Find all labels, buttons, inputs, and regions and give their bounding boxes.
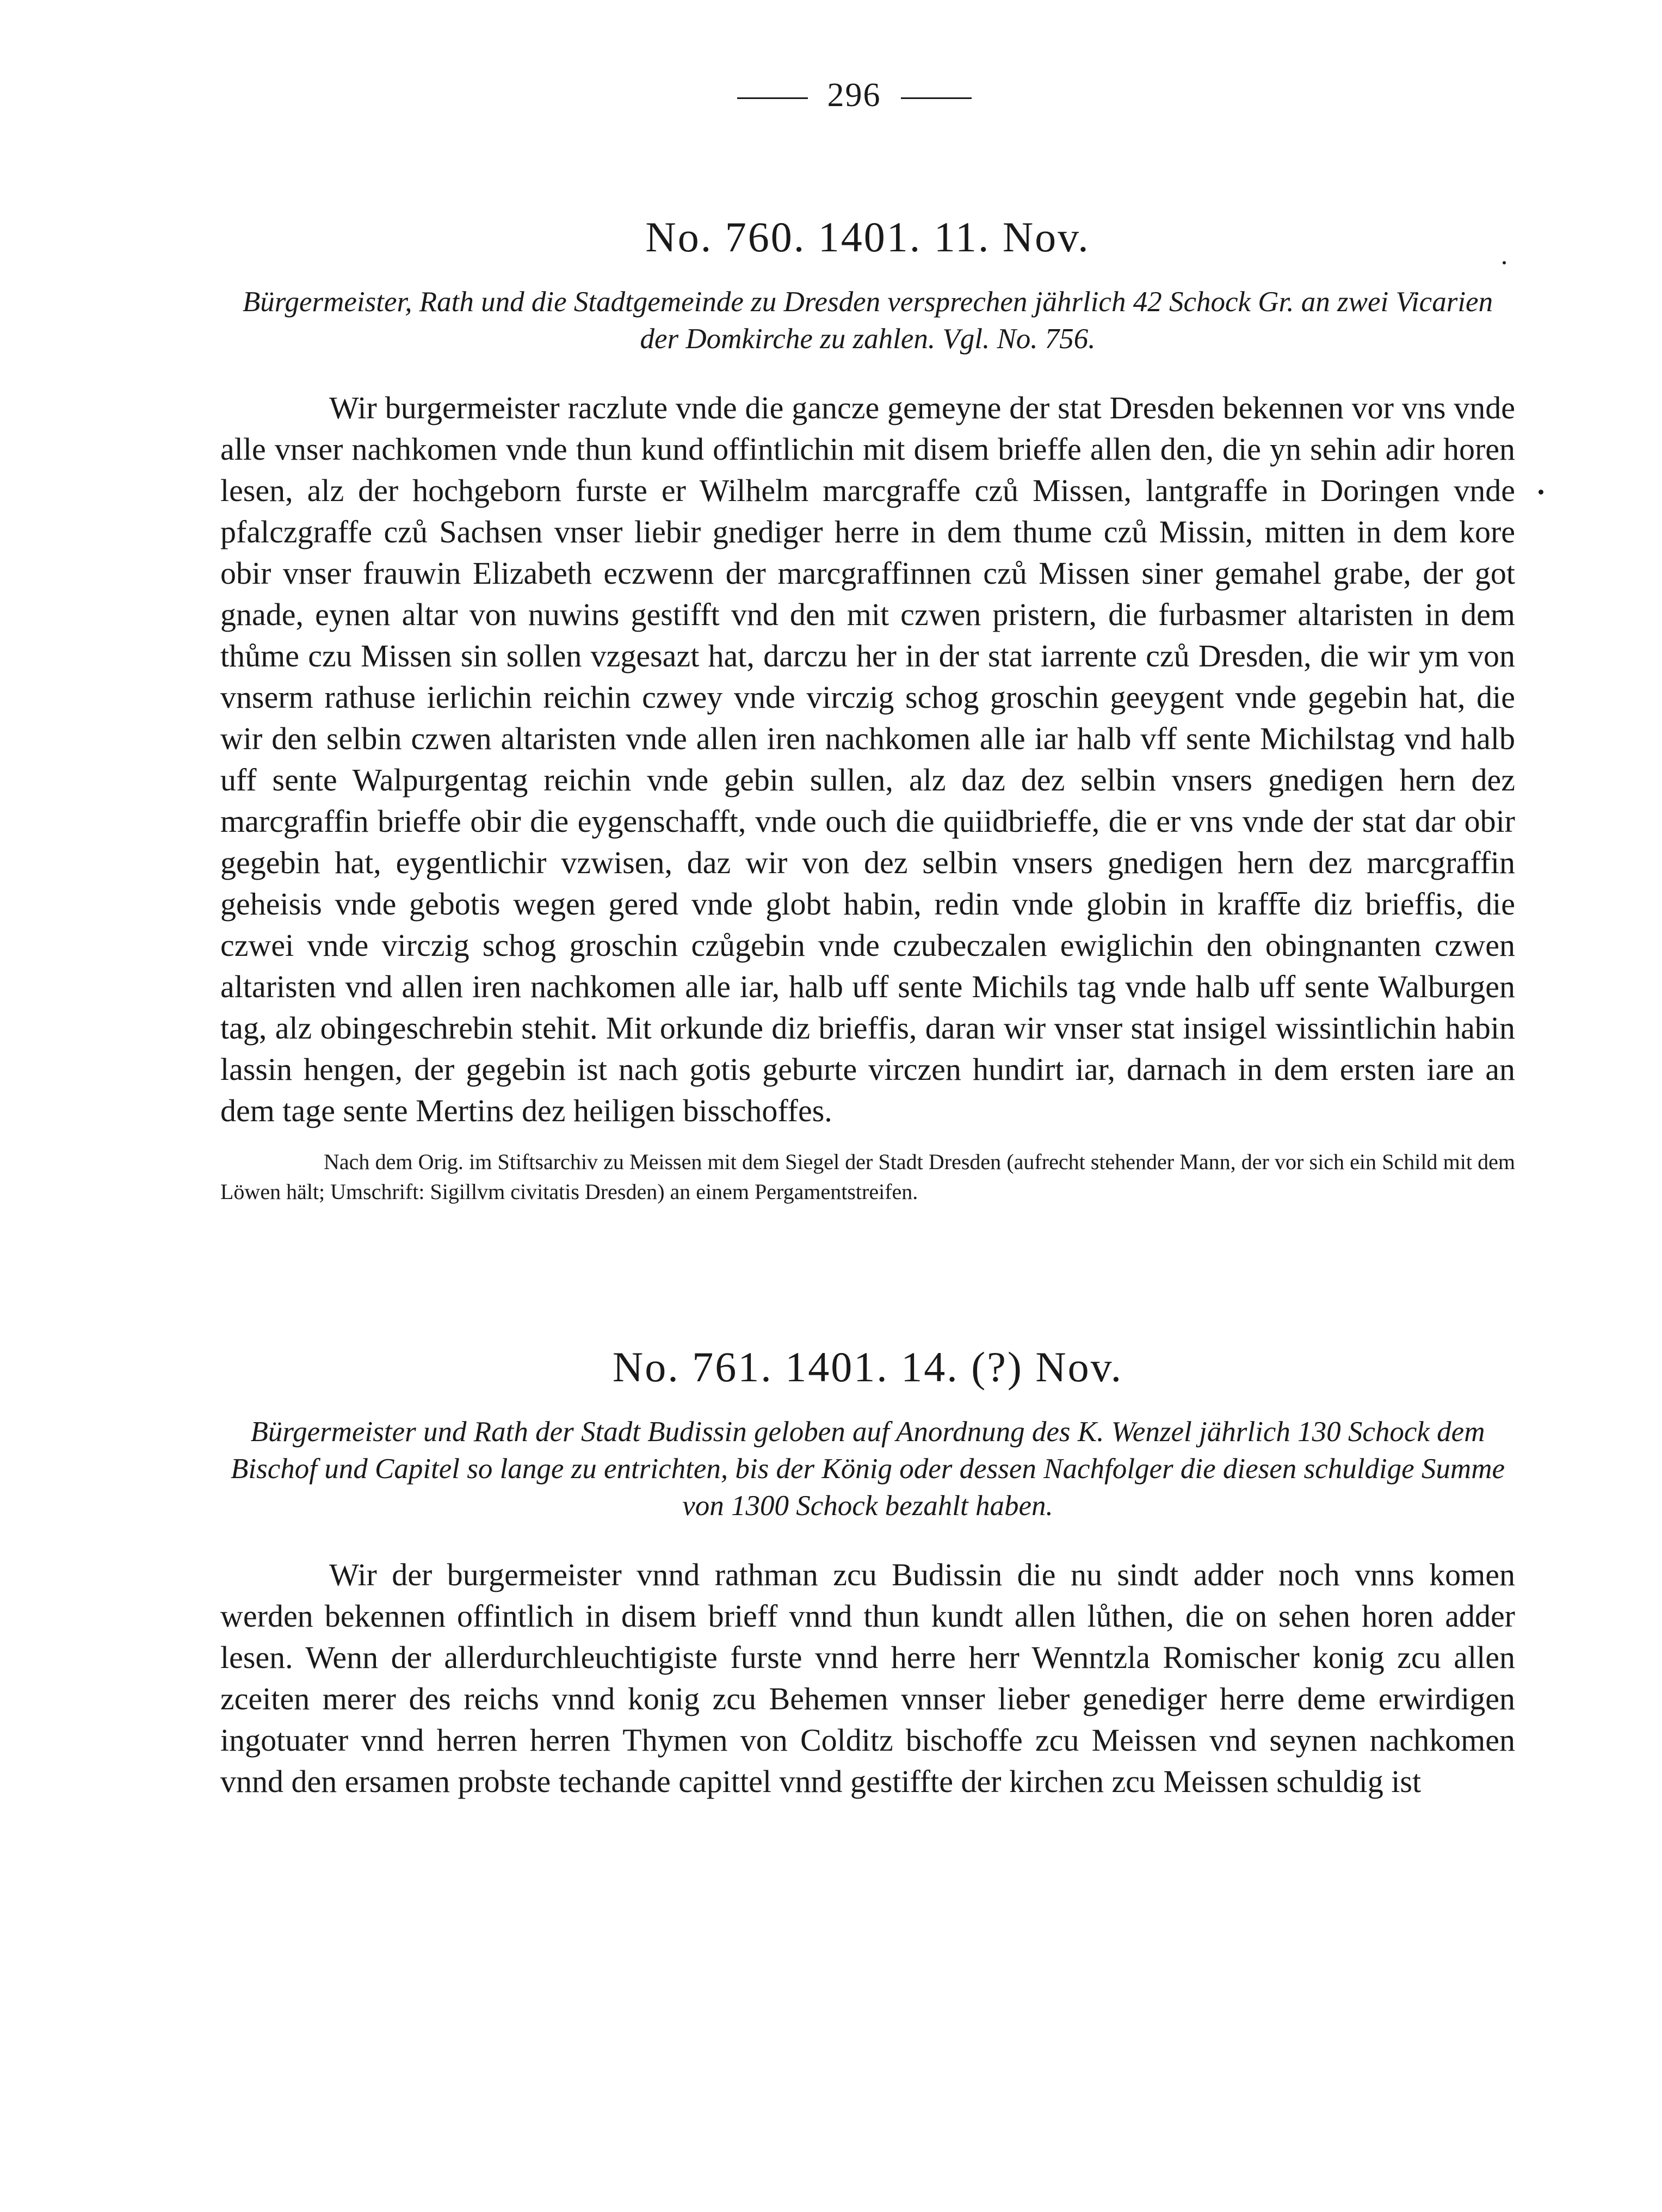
page-number-left-rule: [737, 97, 808, 99]
document-body: Wir der burgermeister vnnd rathman zcu Budissin die nu sindt adder noch vnns komen werden bekennen offintlich in disem brieff vnnd thun kundt allen lůthen, die on sehen horen adder lesen. Wenn der allerdurchleuchtigiste furste vnnd herre herr Wenntzla Romischer konig zcu allen zceiten merer des reichs vnnd konig zcu Behemen vnnser lieber genediger herre deme erwirdigen ingotuater vnnd herren herren Thymen von Colditz bischoffe zcu Meissen vnd seynen nachkomen vnnd den ersamen probste techande capittel vnnd gestiffte der kirchen zcu Meissen schuldig ist: [220, 1557, 1515, 1799]
document-heading: No. 761. 1401. 14. (?) Nov.: [612, 1343, 1123, 1391]
page-number: 296: [827, 77, 881, 114]
document-summary: Bürgermeister, Rath und die Stadtgemeinde zu Dresden versprechen jährlich 42 Schock Gr. an zwei Vicarien der Domkirche zu zahlen. Vgl. No. 756.: [242, 286, 1493, 355]
print-speck: [1539, 490, 1543, 495]
page-number-right-rule: [901, 97, 972, 99]
document-entry-761: [220, 1343, 1515, 1802]
print-speck: [1503, 261, 1506, 264]
document-entry-760: [220, 213, 1515, 1207]
page-number-line: [193, 76, 1515, 115]
document-summary: Bürgermeister und Rath der Stadt Budissin geloben auf Anordnung des K. Wenzel jährlich 130 Schock dem Bischof und Capitel so lange zu entrichten, bis der König oder dessen Nachfolger die diesen schuldige Summe von 1300 Schock bezahlt haben.: [231, 1416, 1505, 1522]
document-body: Wir burgermeister raczlute vnde die gancze gemeyne der stat Dresden bekennen vor vns vnde alle vnser nachkomen vnde thun kund offintlichin mit disem brieffe allen den, die yn sehin adir horen lesen, alz der hochgeborn furste er Wilhelm marcgraffe czů Missen, lantgraffe in Doringen vnde pfalczgraffe czů Sachsen vnser liebir gnediger herre in dem thume czů Missin, mitten in dem kore obir vnser frauwin Elizabeth eczwenn der marcgraffinnen czů Missen siner gemahel grabe, der got gnade, eynen altar von nuwins gestifft vnd den mit czwen pristern, die furbasmer altaristen in dem thůme czu Missen sin sollen vzgesazt hat, darczu her in der stat iarrente czů Dresden, die wir ym von vnserm rathuse ierlichin reichin czwey vnde virczig schog groschin geeygent vnde gegebin hat, die wir den selbin czwen altaristen vnde allen iren nachkomen alle iar halb vff sente Michilstag vnd halb uff sente Walpurgentag reichin vnde gebin sullen, alz daz dez selbin vnsers gnedigen hern dez marcgraffin brieffe obir die eygenschafft, vnde ouch die quiidbrieffe, die er vns vnde der stat dar obir gegebin hat, eygentlichir vzwisen, daz wir von dez selbin vnsers gnedigen hern dez marcgraffin geheisis vnde gebotis wegen gered vnde globt habin, redin vnde globin in krafft̄e diz brieffis, die czwei vnde virczig schog groschin czůgebin vnde czubeczalen ewiglichin den obingnanten czwen altaristen vnd allen iren nachkomen alle iar, halb uff sente Michils tag vnde halb uff sente Walburgen tag, alz obingeschrebin stehit. Mit orkunde diz brieffis, daran wir vnser stat insigel wissintlichin habin lassin hengen, der gegebin ist nach gotis geburte virczen hundirt iar, darnach in dem ersten iare an dem tage sente Mertins dez heiligen bisschoffes.: [220, 390, 1515, 1128]
document-source-note: Nach dem Orig. im Stiftsarchiv zu Meissen mit dem Siegel der Stadt Dresden (aufrecht stehender Mann, der vor sich ein Schild mit dem Löwen hält; Umschrift: Sigillvm civitatis Dresden) an einem Pergamentstreifen.: [220, 1150, 1515, 1204]
document-heading: No. 760. 1401. 11. Nov.: [645, 213, 1090, 261]
document-page: [220, 76, 1515, 1802]
